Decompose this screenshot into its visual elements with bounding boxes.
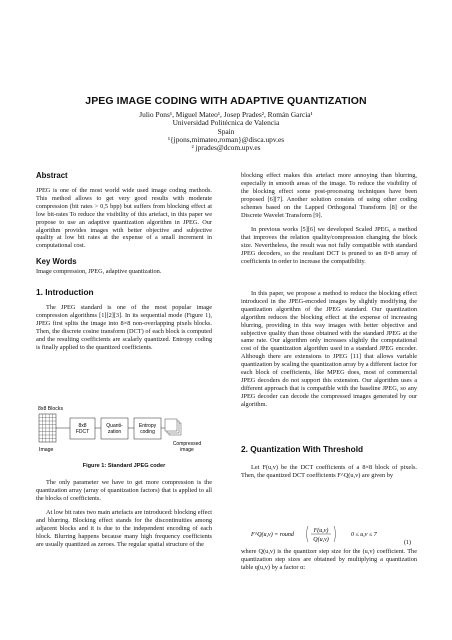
paper-title: JPEG IMAGE CODING WITH ADAPTIVE QUANTIZATION bbox=[85, 95, 367, 107]
compressed-label-1: Compressed bbox=[172, 441, 202, 447]
compressed-label-2: image bbox=[180, 447, 194, 453]
fig-image-label: Image bbox=[39, 447, 54, 453]
image-grid bbox=[39, 414, 56, 442]
keywords-text: Image compression, JPEG, adaptive quantization. bbox=[36, 268, 162, 275]
email-2: ² jprades@dcom.upv.es bbox=[191, 143, 261, 152]
intro-paragraph-1: The JPEG standard is one of the most popular image compression algorithms [1][2][3]. In its sequential mode (Figure 1), JPEG first splits the image into 8×8 non-overlapping pixels blocks. Then, the discrete cosine transform (DCT) of each block is computed and the resulting coefficients are scalarly quantized. Entropy coding is finally applied to the quantized coefficients. bbox=[36, 304, 212, 351]
fdct-label-2: FDCT bbox=[75, 429, 90, 435]
section-2-heading: 2. Quantization With Threshold bbox=[241, 444, 364, 454]
equation-denominator: Q(u,v) bbox=[313, 537, 329, 543]
university: Universidad Politécnica de Valencia bbox=[172, 118, 280, 127]
equation-1 bbox=[241, 522, 417, 546]
figure-caption: Figure 1: Standard JPEG coder bbox=[82, 463, 166, 469]
intro-paragraph-3: At low bit rates two main artefacts are introduced: blocking effect and blurring. Blocking effect stands for the discontinuities among adjacent blocks and it is due to the independent encoding of each block. Blurring happens because many high frequency coefficients are usually quantized as zeroes. The regular spatial structure of the bbox=[36, 509, 212, 548]
equation-lhs: F^Q(u,v) = round bbox=[251, 532, 294, 538]
equation-condition: 0 ≤ u,v ≤ 7 bbox=[351, 532, 377, 538]
right-paragraph-2: In previous works [5][6] we developed Scaled JPEG, a method that improves the relation quality/compression changing the block size. Nevertheless, the result was not fully compatible with standard JPEG decoders, so the resultant DCT is pruned to an 8×8 array of coefficients in order to increase the compatibility. bbox=[241, 226, 417, 265]
figure-jpeg-coder bbox=[36, 402, 212, 462]
equation-numerator: F(u,v) bbox=[313, 528, 329, 534]
fig-blocks-label: 8x8 Blocks bbox=[38, 406, 64, 412]
right-paragraph-3: In this paper, we propose a method to reduce the blocking effect introduced in the JPEG-encoded images by slightly modifying the quantization algorithm of the JPEG standard. Our quantization algorithm reduces the blocking effect at the expense of increasing blurring, providing in this way images with better objective and subjective quality than those obtained with the standard JPEG at the same rate. Our algorithm only increases slightly the computational cost of the quantization algorithm used in a standard JPEG encoder. Although there are extensions to JPEG [11] that allows variable quantization by scaling the quantization array by a different factor for each block of coefficients, like MPEG does, most of commercial JPEG decoders do not support this extension. Our algorithm uses a different approach that is compatible with the baseline JPEG, so any JPEG decoder can decode the compressed images generated by our algorithm. bbox=[241, 290, 417, 408]
abstract-heading: Abstract bbox=[36, 171, 68, 180]
right-paragraph-5: where Q(u,v) is the quantizer step size for the (u,v) coefficient. The quantization step sizes are obtained by multiplying a quantization table q(u,v) by a factor α: bbox=[241, 548, 417, 571]
keywords-heading: Key Words bbox=[36, 257, 77, 266]
intro-paragraph-2: The only parameter we have to get more compression is the quantization array (array of quantization factors) that is applied to all the blocks of coefficients. bbox=[36, 479, 212, 502]
quantization-label-2: zation bbox=[107, 429, 122, 435]
entropy-label-1: Entropy bbox=[138, 423, 157, 429]
country: Spain bbox=[217, 127, 235, 136]
email-1: ¹{jpons,mimateo,roman}@disca.upv.es bbox=[167, 135, 285, 144]
right-paragraph-4: Let F(u,v) be the DCT coefficients of a 8×8 block of pixels. Then, the quantized DCT coefficients F^Q(u,v) are given by bbox=[241, 464, 417, 479]
right-paragraph-1: blocking effect makes this artefact more annoying than blurring, especially in smooth areas of the image. To reduce the visibility of the blocking effect some post-processing techniques have been proposed [6][7]. Another solution consists of using other coding schemes based on the Lapped Orthogonal Transform [8] or the Discrete Wavelet Transform [9]. bbox=[241, 172, 417, 219]
entropy-label-2: coding bbox=[140, 429, 155, 435]
quantization-label-1: Quanti- bbox=[106, 423, 123, 429]
abstract-text: JPEG is one of the most world wide used image coding methods. This method allows to get very good results with moderate compression (bit rates > 0,5 bpp) but suffers from blocking effect at low bit-rates To reduce the visibility of this artefact, in this paper we propose to use an adaptive quantization algorithm in JPEG. Our algorithm provides images with better objective and subjective quality at low bit rates at the expense of a small increment in computational cost. bbox=[36, 187, 212, 250]
equation-number: (1) bbox=[404, 540, 411, 546]
authors: Julio Pons¹, Miguel Mateo¹, Josep Prades², Román Garcia¹ bbox=[139, 110, 313, 119]
fdct-label-1: 8x8 bbox=[78, 423, 87, 429]
intro-heading: 1. Introduction bbox=[36, 287, 94, 297]
